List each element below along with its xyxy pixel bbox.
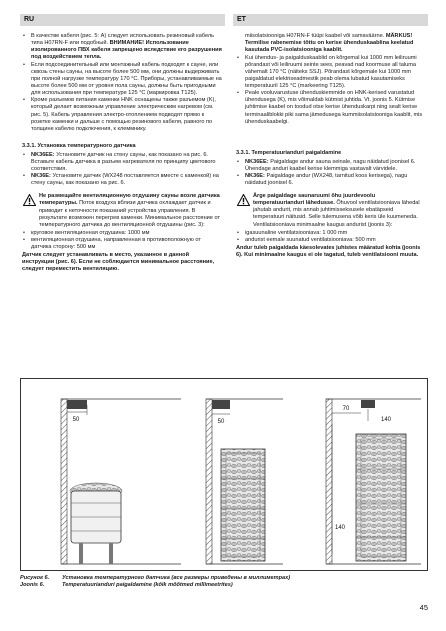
column-et xyxy=(236,33,426,259)
figure-caption xyxy=(20,575,428,589)
list-item: • NK36E: Установите датчик (WX248 поставляется вместе с каменкой) на стену сауны, как показано на рис. 6. xyxy=(22,173,222,187)
list-item: • Kui ühendus- ja paigalduskaablid on kõrgemal kui 1000 mm leiliruumi põrandast või leiliruumi seinte sees, peavad nad koormuse all taluma vähemalt 170 °C (näiteks SSJ). Põrandast kõrgemale kui 1000 mm paigaldatud elektriseadmestik peab olema lubatud kasutamiseks temperatuuril 125 °C (markeering T125). xyxy=(236,55,426,90)
list-item: • NK36EE: Paigaldage andur sauna seinale, nagu näidatud joonisel 6. Ühendage anduri kaabel kerise klemmiga vastavalt värvidele. xyxy=(236,159,426,173)
heater-tower xyxy=(356,434,406,561)
distance-list xyxy=(22,230,222,251)
list-item: • igasuunaline ventilatsiooniava: 1 000 mm xyxy=(236,230,426,237)
dimension-label: 140 xyxy=(335,525,346,531)
list-item: • andurist eemale suunatud ventilatsiooniava: 500 mm xyxy=(236,237,426,244)
language-label: ET xyxy=(237,16,246,23)
dimension-label: 140 xyxy=(381,417,392,423)
diagram-panel-3 xyxy=(326,399,421,564)
warning-icon xyxy=(237,194,250,206)
sensor-box xyxy=(212,400,230,409)
diagram-panel-2 xyxy=(206,399,283,564)
list-item: • Если подсоединительный или монтажный кабель подходят к сауне, или сквозь стены сауны, на высоте более 500 мм, они должны выдерживать при полной нагрузке температуру 170 °С. Приборы, устанавливаемые на высоте более 500 мм от уровня пола сауны, должны быть пригодными для использования при температуре 125 °С (маркировка Т125). xyxy=(22,62,222,97)
list-item: • NK36EE: Установите датчик на стену сауны, как показано на рис. 6. Вставьте кабель датчика в разъем нагревателя по принципу цветового соответствия. xyxy=(22,152,222,173)
caption-et: Joonis 6. Temperatuurianduri paigaldamine (kõik mõõtmed millimeetrites) xyxy=(20,582,233,589)
list-item: • круговое вентиляционная отдушина: 1000 мм xyxy=(22,230,222,237)
list-item: • В качестве кабеля (рис. 5: А) следует использовать резиновый кабель типа H07RN-F или подобный. ВНИМАНИЕ! Использование изолированного ПВХ кабеля запрещено вследствие его разрушения под воздействием тепла. xyxy=(22,33,222,61)
bullet-list xyxy=(236,55,426,126)
column-ru xyxy=(22,33,222,273)
language-tab-et xyxy=(233,14,428,26)
diagram-panel-1 xyxy=(61,399,181,564)
section-sensor-et xyxy=(236,150,426,259)
final-note: Andur tuleb paigaldada käesolevates juhistes määratud kohta (joonis 6). Kui minimaalne kaugus ei ole tagatud, tuleb ventilatsiooni muuta. xyxy=(236,244,421,258)
caption-ru: Рисунок 6. Установка температурного датчика (все размеры приведены в миллиметрах) xyxy=(20,575,291,581)
final-note: Датчик следует устанавливать в место, указанное в данной инструкции (рис. 6). Если не соблюдается минимальное расстояние, следует переместить вентиляцию. xyxy=(22,251,215,272)
bullet-list xyxy=(22,33,222,133)
section-sensor-ru xyxy=(22,143,222,273)
dimension-label: 70 xyxy=(342,406,350,412)
dimension-label: 50 xyxy=(217,419,225,425)
warning-block: Не размещайте вентиляционную отдушину сауны возле датчика температуры. Поток воздуха вблизи датчика охлаждает датчик и приводит к неточности показаний устройства управления. В результате возможен перегрев каменки. Минимальное расстояние от температурного датчика до вентиляционной отдушины (рис. 3): xyxy=(22,193,222,228)
continued-paragraph: miisolatsiooniga H07RN-F tüüpi kaabel või samaväärne. MÄRKUS! Termilise rabenemise tõttu on kerise ühenduskaablina keelatud kasutada PVC-isolatsiooniga kaablit. xyxy=(245,33,414,54)
section-title: 3.3.1. Установка температурного датчика xyxy=(22,142,136,149)
list-item: • Peale vooluvarustuse ühenduskiemmide on HNK-kerised varustatud ühendusega (K), mis võimaldab kütmist juhtida. Vt. joonis 5. Kütmise juhtimise kaabel on toodud otse kerise ühenduskarpi ning sealt kerise terminaaliblokki piki sama jämedusega kummiisolatsiooniga kaablit, mis ühenduskaabelgi. xyxy=(236,90,426,125)
list-item: • Кроме разъемов питания каменки HNK оснащены также разъемом (K), который делает возможным управление электрическим нагревом (см. рис. 5). Кабель управления электро-отоплением подводят прямо к розетке каменки и дальше с помощью резинового кабеля, равного по толщине кабелю подключения, к клеммнику. xyxy=(22,97,222,132)
language-tab-ru xyxy=(20,14,225,26)
dimension-label: 50 xyxy=(72,417,80,423)
heater-tower xyxy=(221,449,265,561)
figure-sensor-installation xyxy=(20,378,428,571)
list-item: • вентиляционная отдушина, направленная в противоположную от датчика сторону: 500 мм xyxy=(22,237,222,251)
sensor-box xyxy=(67,400,87,409)
sensor-list xyxy=(22,152,222,188)
warning-icon xyxy=(23,194,36,206)
warning-block: Ärge paigaldage saunaruumi õhu juurdevoolu temperatuurianduri lähedusse. Õhuvool ventilatsiooniava lähedal jahutab andurit, mis annab juhtimisseksusele ebatäpseid temperatuuri näitusid. Selle tulemusena võib keris üle kuumeneda. Ventilatsiooniava minimaalne kaugus andurist (joonis 3): xyxy=(236,193,426,228)
distance-list xyxy=(236,230,426,244)
section-title: 3.3.1. Temperatuurianduri paigaldamine xyxy=(236,149,342,156)
sensor-list xyxy=(236,159,426,188)
sensor-box xyxy=(361,400,375,408)
language-label: RU xyxy=(24,16,35,23)
list-item: • NK36E: Paigaldage andur (WX248, tarnitud koos kerisega), nagu näidatud joonisel 6. xyxy=(236,173,426,187)
installation-diagram xyxy=(21,379,427,570)
page-number: 45 xyxy=(419,603,428,612)
